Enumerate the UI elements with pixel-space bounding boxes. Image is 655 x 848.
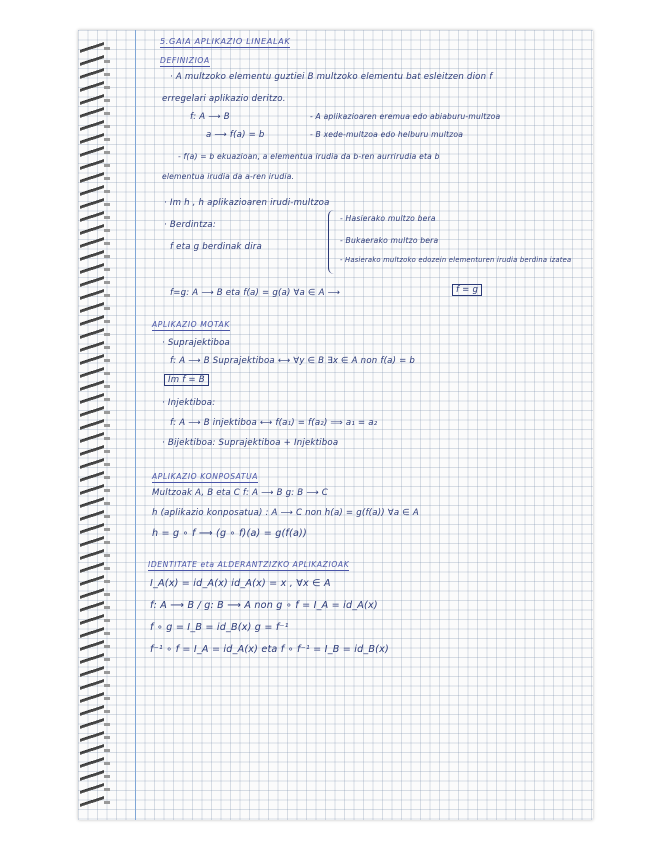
definition-line: - Bukaerako multzo bera (340, 236, 439, 245)
brace (328, 210, 337, 274)
types-formula: f: A ⟶ B injektiboa ⟷ f(a₁) = f(a₂) ⟹ a₁ = a₂ (170, 418, 378, 428)
types-line: · Injektiboa: (162, 398, 216, 408)
composition-line: Multzoak A, B eta C f: A ⟶ B g: B ⟶ C (152, 488, 328, 498)
boxed-formula: Im f = B (164, 374, 209, 386)
identity-formula: f: A ⟶ B / g: B ⟶ A non g ∘ f = I_A = id_A(x) (150, 600, 378, 611)
types-line: · Suprajektiboa (162, 338, 231, 348)
heading-identity: IDENTITATE eta ALDERANTZIZKO APLIKAZIOAK (148, 560, 350, 569)
notebook-page (78, 30, 593, 820)
heading-types: APLIKAZIO MOTAK (152, 320, 230, 329)
definition-line: elementua irudia da a-ren irudia. (162, 172, 295, 181)
types-line: · Bijektiboa: Suprajektiboa + Injektiboa (162, 438, 339, 448)
heading-composition: APLIKAZIO KONPOSATUA (152, 472, 259, 481)
spiral-binding (80, 36, 104, 814)
types-formula: f: A ⟶ B Suprajektiboa ⟷ ∀y ∈ B ∃x ∈ A non f(a) = b (170, 356, 416, 366)
identity-formula: f⁻¹ ∘ f = I_A = id_A(x) eta f ∘ f⁻¹ = I_B = id_B(x) (150, 644, 389, 655)
binding-holes (104, 40, 110, 810)
definition-formula: a ⟶ f(a) = b (206, 130, 265, 140)
margin-line (135, 30, 136, 820)
boxed-formula: f = g (452, 284, 482, 296)
definition-line: - Hasierako multzoko edozein elementuren irudia berdina izatea (340, 256, 572, 264)
definition-formula: f=g: A ⟶ B eta f(a) = g(a) ∀a ∈ A ⟶ (170, 288, 341, 298)
identity-formula: I_A(x) = id_A(x) id_A(x) = x , ∀x ∈ A (150, 578, 331, 589)
composition-formula: h = g ∘ f ⟶ (g ∘ f)(a) = g(f(a)) (152, 528, 307, 539)
definition-line: - B xede-multzoa edo helburu multzoa (310, 130, 464, 139)
definition-line: · A multzoko elementu guztiei B multzoko elementu bat esleitzen dion f (170, 72, 493, 82)
composition-line: h (aplikazio konposatua) : A ⟶ C non h(a) = g(f(a)) ∀a ∈ A (152, 508, 419, 518)
heading-definition: DEFINIZIOA (160, 56, 210, 65)
definition-line: erregelari aplikazio deritzo. (162, 94, 286, 104)
definition-formula: f: A ⟶ B (190, 112, 230, 122)
definition-line: · Im h , h aplikazioaren irudi-multzoa (164, 198, 330, 208)
identity-formula: f ∘ g = I_B = id_B(x) g = f⁻¹ (150, 622, 289, 633)
definition-line: f eta g berdinak dira (170, 242, 262, 252)
definition-line: - A aplikazioaren eremua edo abiaburu-multzoa (310, 112, 501, 121)
definition-line: · Berdintza: (164, 220, 216, 230)
definition-line: - f(a) = b ekuazioan, a elementua irudia da b-ren aurrirudia eta b (178, 152, 440, 161)
definition-line: - Hasierako multzo bera (340, 214, 436, 223)
page-title: 5.GAIA APLIKAZIO LINEALAK (160, 36, 291, 46)
